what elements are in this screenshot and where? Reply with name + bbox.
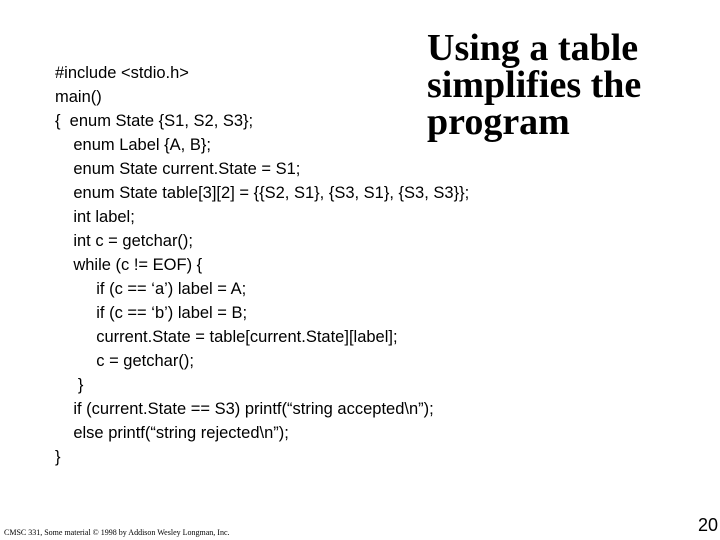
code-block [55,61,715,469]
code-line: int label; [55,208,135,226]
code-line: { enum State {S1, S2, S3}; [55,112,254,130]
code-line: enum Label {A, B}; [55,136,211,154]
slide-title: Using a table simplifies the program [427,27,642,143]
code-line: } [55,376,84,394]
code-line: current.State = table[current.State][label]; [55,328,398,346]
code-line: enum State table[3][2] = {{S2, S1}, {S3, S1}, {S3, S3}}; [55,184,470,202]
code-line: int c = getchar(); [55,232,194,250]
code-line: #include <stdio.h> [55,64,189,82]
code-line: if (c == ‘a’) label = A; [55,280,247,298]
code-line: if (c == ‘b’) label = B; [55,304,248,322]
code-line: main() [55,88,102,106]
copyright-footer: CMSC 331, Some material © 1998 by Addison Wesley Longman, Inc. [4,528,230,537]
page-number: 20 [697,515,718,535]
code-line: enum State current.State = S1; [55,160,301,178]
code-line: } [55,448,61,466]
code-line: c = getchar(); [55,352,194,370]
code-line: while (c != EOF) { [55,256,203,274]
code-line: else printf(“string rejected\n”); [55,424,289,442]
code-line: if (current.State == S3) printf(“string accepted\n”); [55,400,434,418]
